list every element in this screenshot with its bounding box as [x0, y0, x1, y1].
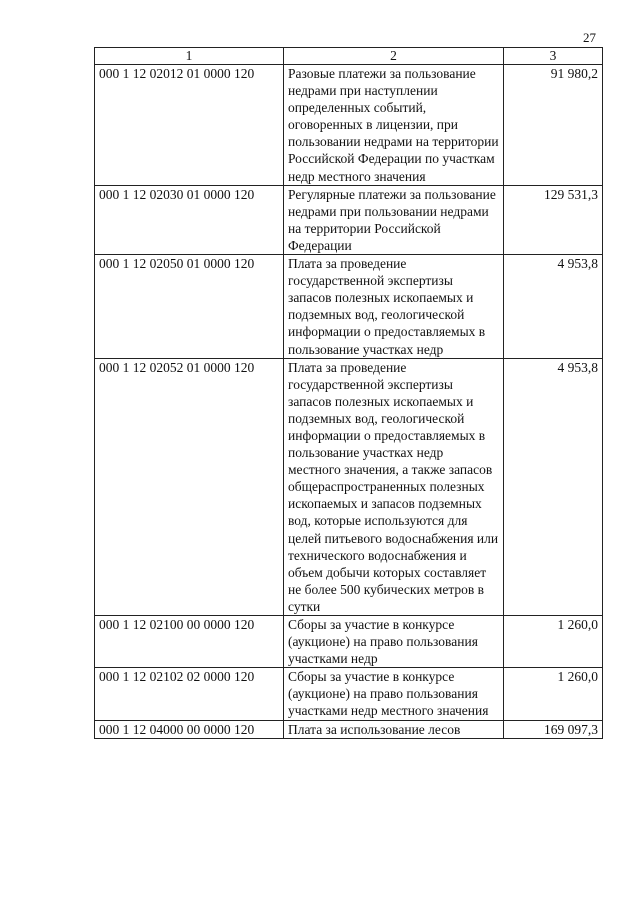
page-number: 27 [583, 30, 596, 45]
column-header-amount: 3 [504, 48, 603, 65]
row-name: Регулярные платежи за пользование недрами при пользовании недрами на территории Российской Федерации [284, 185, 504, 254]
row-code: 000 1 12 04000 00 0000 120 [95, 720, 284, 738]
column-header-name: 2 [284, 48, 504, 65]
row-name: Плата за проведение государственной экспертизы запасов полезных ископаемых и подземных вод, геологической информации о предоставляемых в пользование участках недр местного значения, а также запасов общераспространенных полезных ископаемых и запасов подземных вод, которые используются для целей питьевого водоснабжения или технического водоснабжения и объем добычи которых составляет не более 500 кубических метров в сутки [284, 358, 504, 615]
row-amount: 91 980,2 [504, 65, 603, 186]
row-amount: 169 097,3 [504, 720, 603, 738]
table-row [95, 185, 603, 254]
row-code: 000 1 12 02052 01 0000 120 [95, 358, 284, 615]
table-row [95, 616, 603, 668]
table-header-row [95, 48, 603, 65]
row-code: 000 1 12 02030 01 0000 120 [95, 185, 284, 254]
table-row [95, 255, 603, 359]
row-name: Разовые платежи за пользование недрами при наступлении определенных событий, оговоренных в лицензии, при пользовании недрами на территории Российской Федерации по участкам недр местного значения [284, 65, 504, 186]
row-code: 000 1 12 02100 00 0000 120 [95, 616, 284, 668]
table-row [95, 65, 603, 186]
row-code: 000 1 12 02102 02 0000 120 [95, 668, 284, 720]
row-code: 000 1 12 02012 01 0000 120 [95, 65, 284, 186]
row-name: Плата за проведение государственной экспертизы запасов полезных ископаемых и подземных вод, геологической информации о предоставляемых в пользование участках недр [284, 255, 504, 359]
table-row [95, 720, 603, 738]
row-amount: 129 531,3 [504, 185, 603, 254]
row-name: Плата за использование лесов [284, 720, 504, 738]
row-amount: 1 260,0 [504, 668, 603, 720]
row-amount: 4 953,8 [504, 255, 603, 359]
row-code: 000 1 12 02050 01 0000 120 [95, 255, 284, 359]
row-name: Сборы за участие в конкурсе (аукционе) на право пользования участками недр местного значения [284, 668, 504, 720]
column-header-code: 1 [95, 48, 284, 65]
table-row [95, 668, 603, 720]
row-amount: 4 953,8 [504, 358, 603, 615]
table-row [95, 358, 603, 615]
budget-revenue-table [94, 47, 603, 739]
row-amount: 1 260,0 [504, 616, 603, 668]
row-name: Сборы за участие в конкурсе (аукционе) на право пользования участками недр [284, 616, 504, 668]
